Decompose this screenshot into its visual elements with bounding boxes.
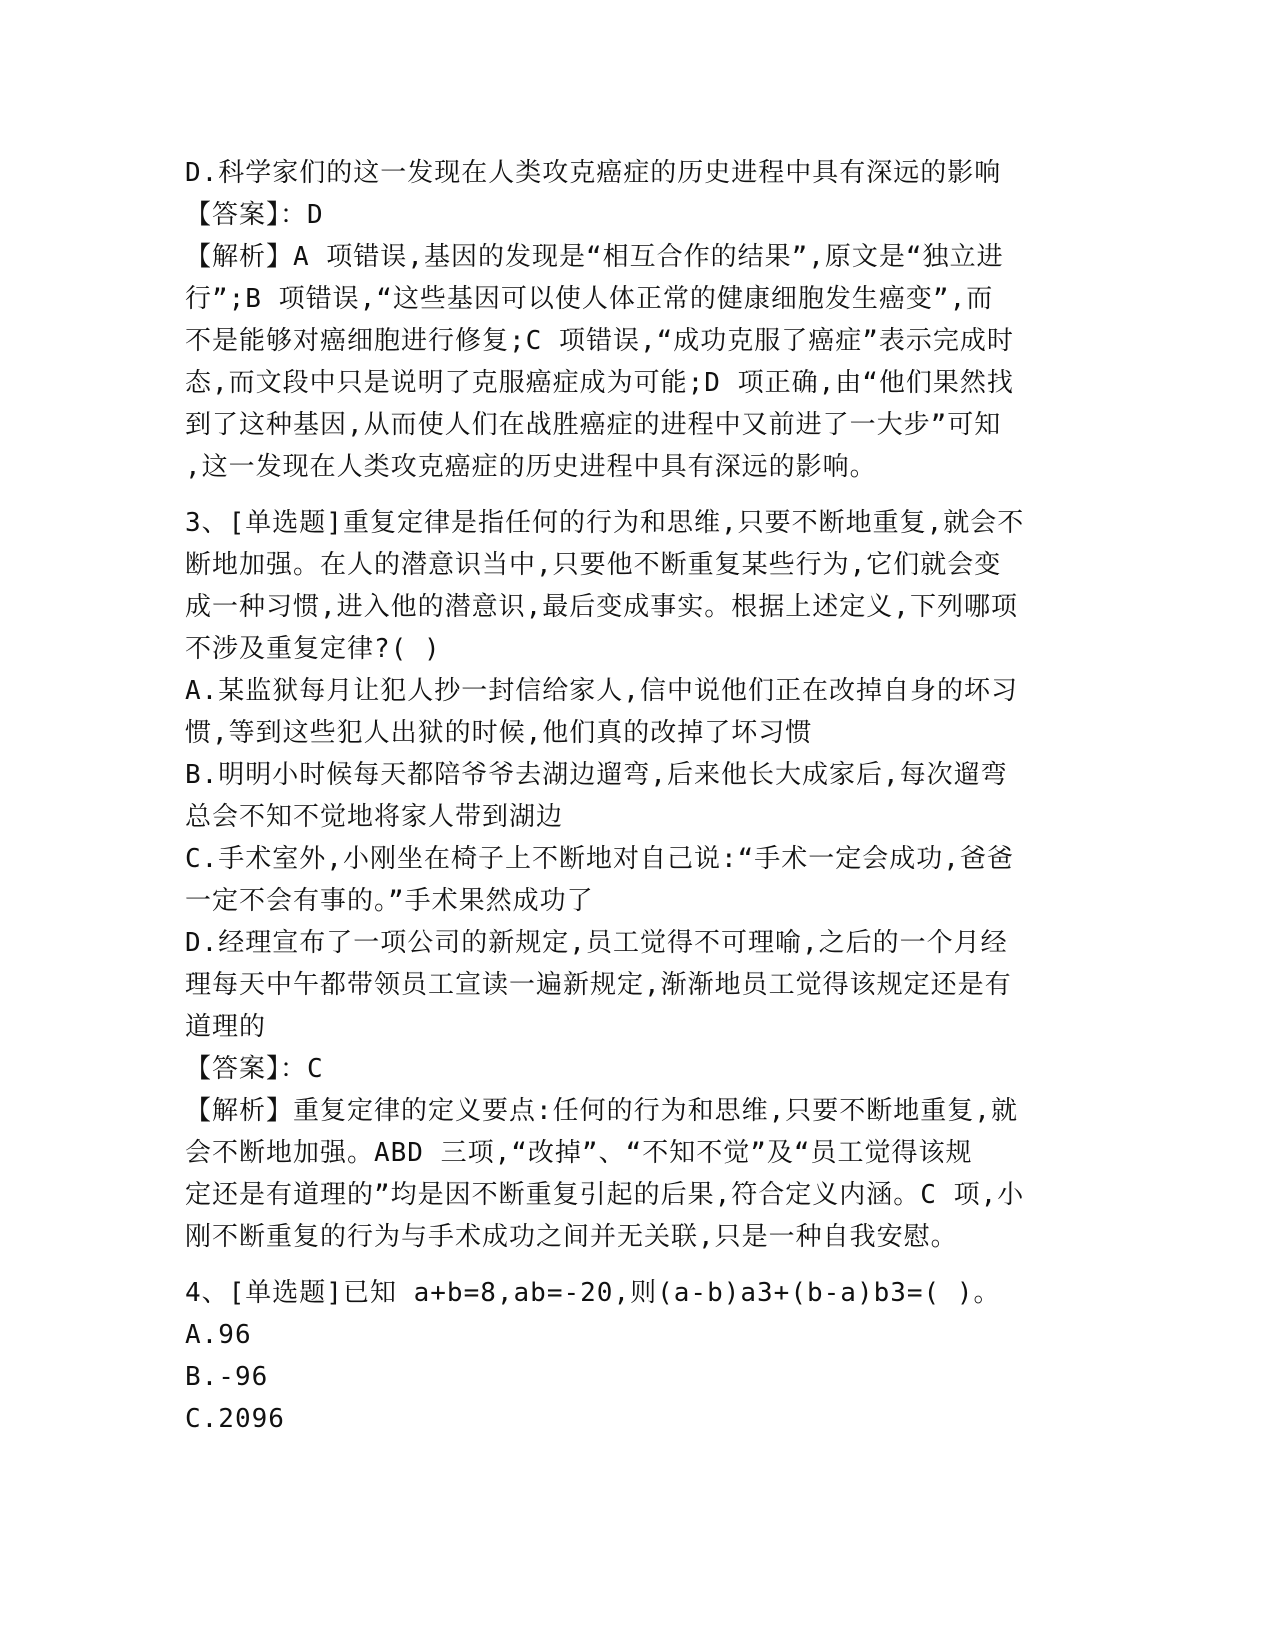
analysis-line: 行”;B 项错误,“这些基因可以使人体正常的健康细胞发生癌变”,而 xyxy=(185,284,994,314)
option-b: B.明明小时候每天都陪爷爷去湖边遛弯,后来他长大成家后,每次遛弯 xyxy=(185,760,1008,790)
analysis-line: 不是能够对癌细胞进行修复;C 项错误,“成功克服了癌症”表示完成时 xyxy=(185,326,1014,356)
analysis-line: 到了这种基因,从而使人们在战胜癌症的进程中又前进了一大步”可知 xyxy=(185,410,1002,440)
analysis-line: 【解析】重复定律的定义要点:任何的行为和思维,只要不断地重复,就 xyxy=(185,1096,1018,1126)
document-page xyxy=(185,152,1085,1440)
option-a: 惯,等到这些犯人出狱的时候,他们真的改掉了坏习惯 xyxy=(185,718,813,748)
option-c: 一定不会有事的。”手术果然成功了 xyxy=(185,886,594,916)
answer: 【答案】：C xyxy=(185,1054,324,1084)
question-stem-line: 不涉及重复定律?( ) xyxy=(185,634,441,664)
option-d: D.科学家们的这一发现在人类攻克癌症的历史进程中具有深远的影响 xyxy=(185,158,1002,188)
analysis-line: 刚不断重复的行为与手术成功之间并无关联,只是一种自我安慰。 xyxy=(185,1222,958,1252)
analysis-line: ,这一发现在人类攻克癌症的历史进程中具有深远的影响。 xyxy=(185,452,877,482)
option-d: 理每天中午都带领员工宣读一遍新规定,渐渐地员工觉得该规定还是有 xyxy=(185,970,1012,1000)
option-d: D.经理宣布了一项公司的新规定,员工觉得不可理喻,之后的一个月经 xyxy=(185,928,1008,958)
option-d: 道理的 xyxy=(185,1012,267,1042)
option-b: 总会不知不觉地将家人带到湖边 xyxy=(185,802,564,832)
analysis-line: 会不断地加强。ABD 三项,“改掉”、“不知不觉”及“员工觉得该规 xyxy=(185,1138,973,1168)
option-a: A.96 xyxy=(185,1320,252,1350)
question-stem: 4、[单选题]已知 a+b=8,ab=-20,则(a-b)a3+(b-a)b3=( )。 xyxy=(185,1278,1001,1308)
answer: 【答案】：D xyxy=(185,200,324,230)
analysis-line: 【解析】A 项错误,基因的发现是“相互合作的结果”,原文是“独立进 xyxy=(185,242,1004,272)
question-4 xyxy=(185,1272,1085,1440)
option-a: A.某监狱每月让犯人抄一封信给家人,信中说他们正在改掉自身的坏习 xyxy=(185,676,1018,706)
question-3 xyxy=(185,502,1085,1258)
question-stem-line: 3、[单选题]重复定律是指任何的行为和思维,只要不断地重复,就会不 xyxy=(185,508,1025,538)
option-c: C.手术室外,小刚坐在椅子上不断地对自己说:“手术一定会成功,爸爸 xyxy=(185,844,1014,874)
question-stem-line: 断地加强。在人的潜意识当中,只要他不断重复某些行为,它们就会变 xyxy=(185,550,1002,580)
analysis-line: 定还是有道理的”均是因不断重复引起的后果,符合定义内涵。C 项,小 xyxy=(185,1180,1025,1210)
option-b: B.-96 xyxy=(185,1362,269,1392)
option-c: C.2096 xyxy=(185,1404,285,1434)
question-2-tail xyxy=(185,152,1085,488)
question-stem-line: 成一种习惯,进入他的潜意识,最后变成事实。根据上述定义,下列哪项 xyxy=(185,592,1018,622)
analysis-line: 态,而文段中只是说明了克服癌症成为可能;D 项正确,由“他们果然找 xyxy=(185,368,1014,398)
